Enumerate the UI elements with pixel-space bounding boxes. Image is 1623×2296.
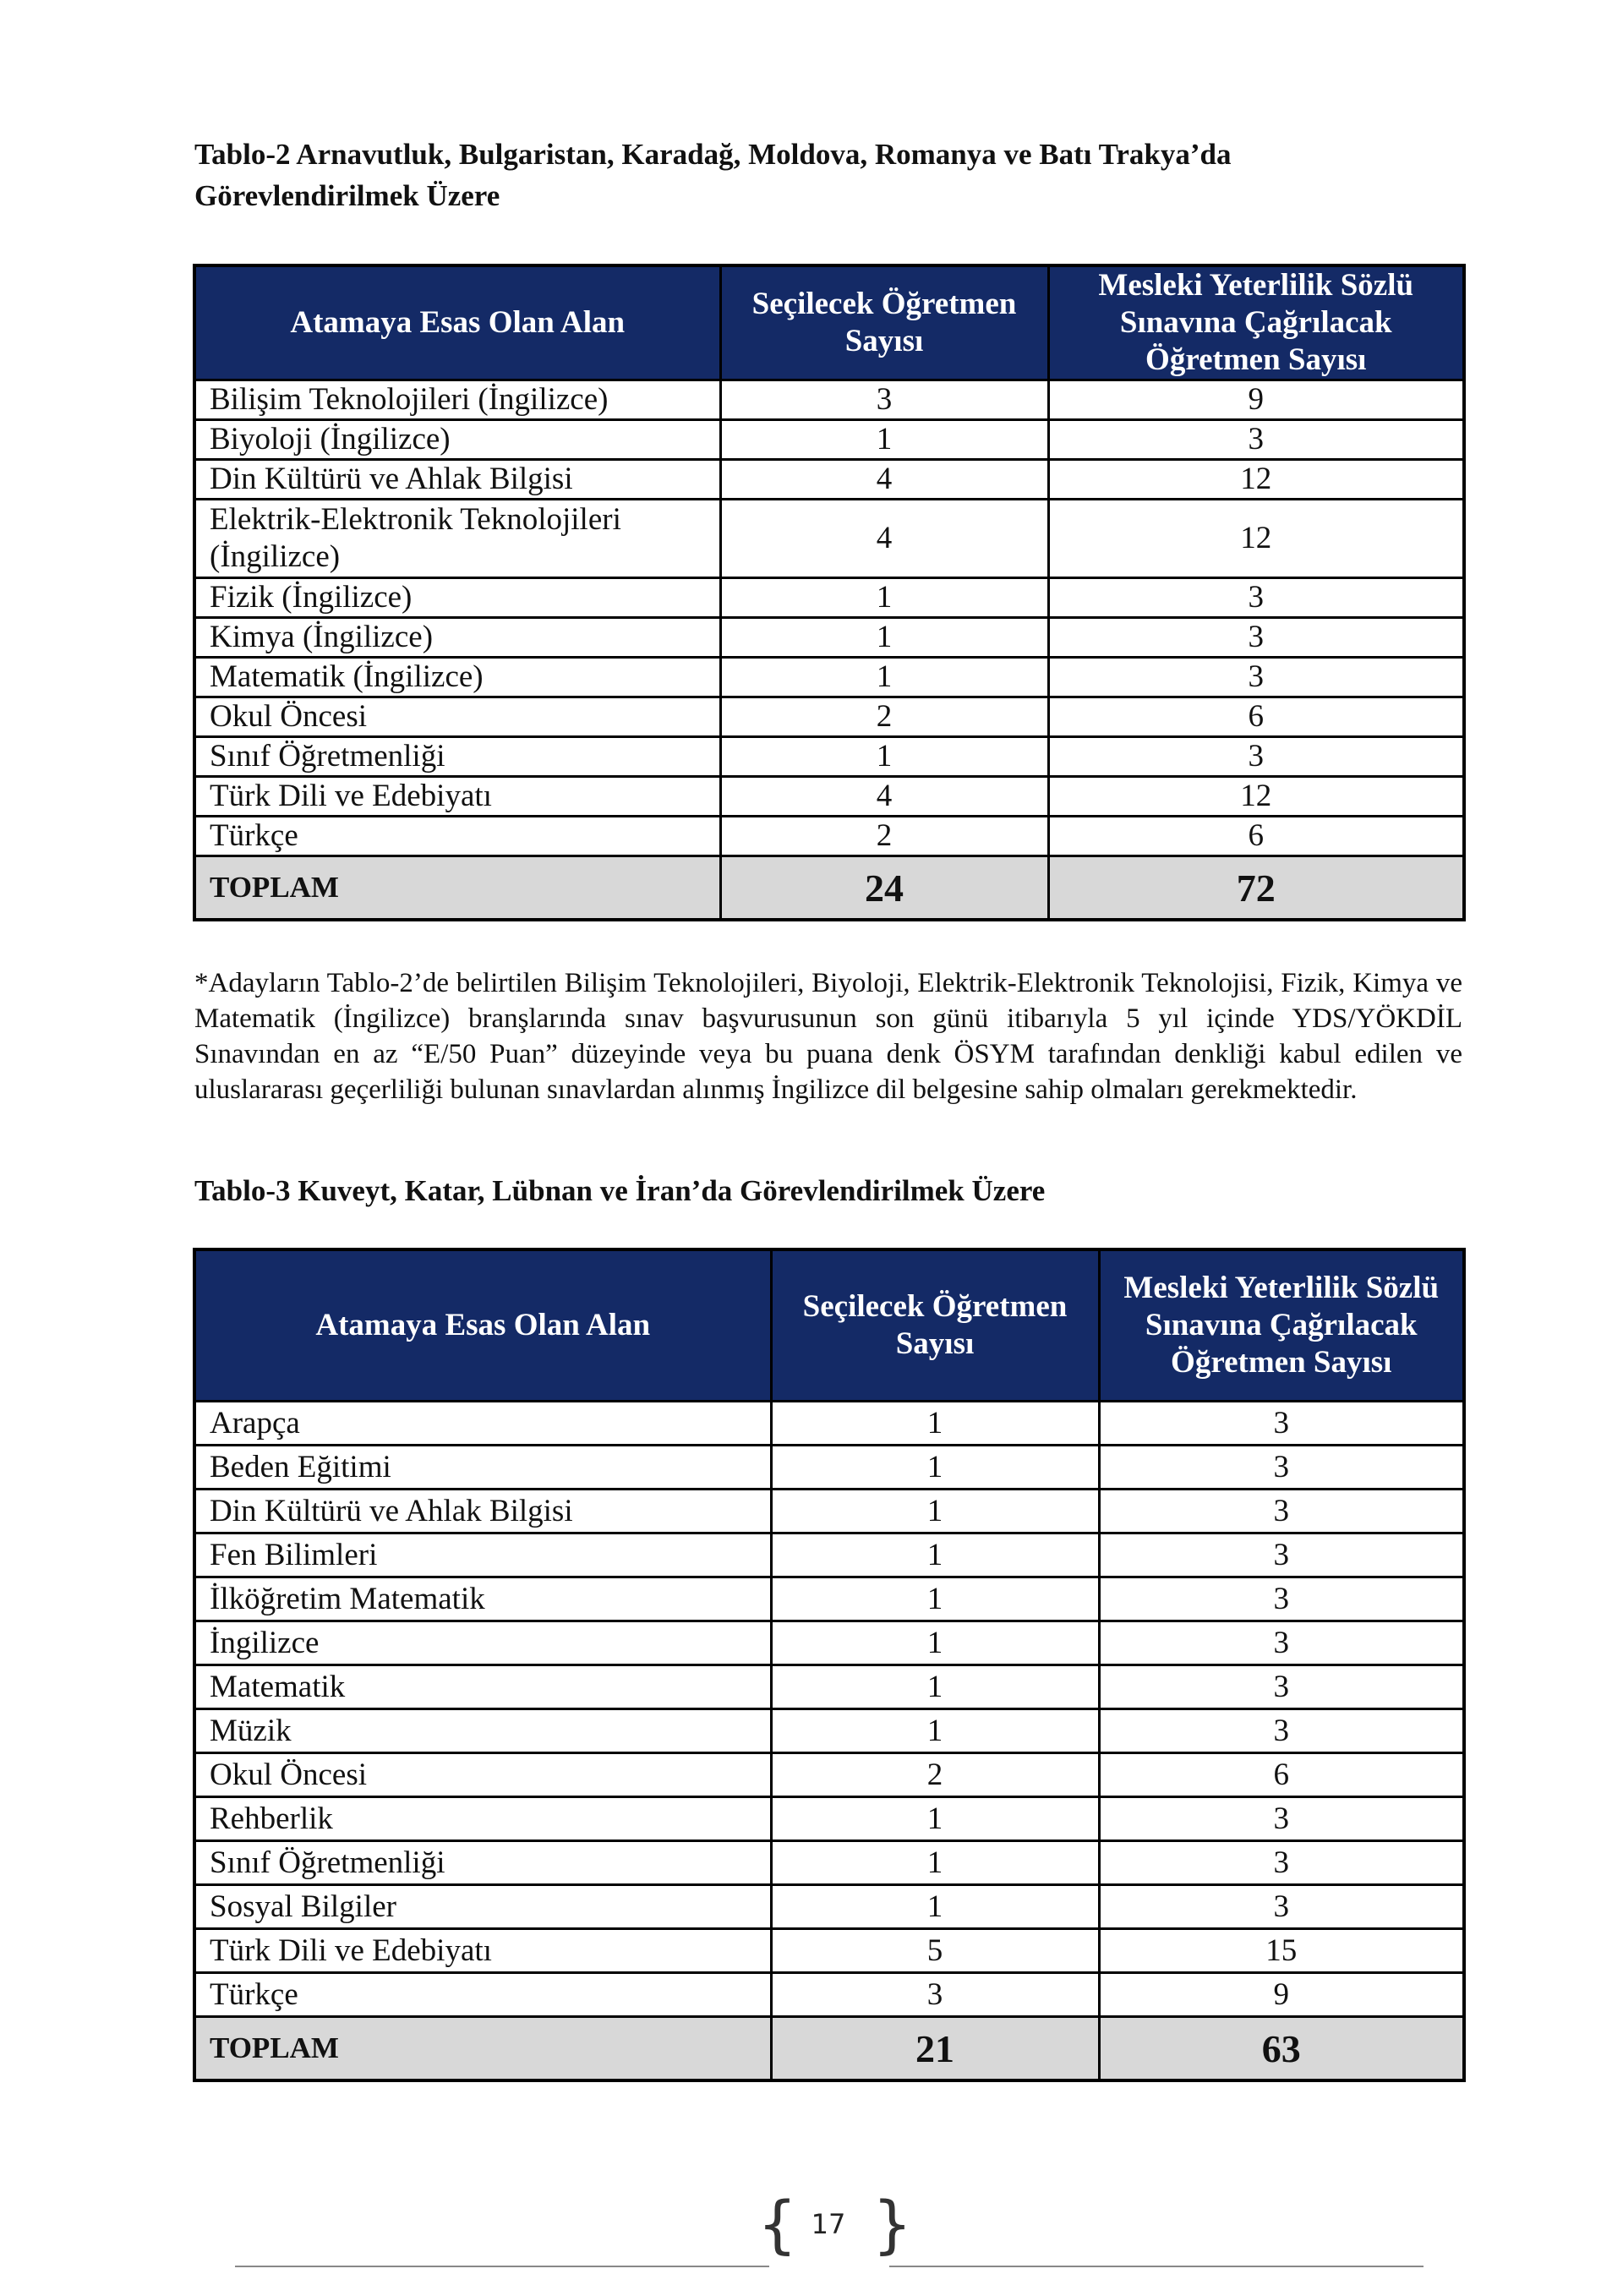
selected-count-cell: 4	[720, 460, 1048, 500]
selected-count-cell: 2	[720, 817, 1048, 856]
called-count-cell: 3	[1099, 1621, 1464, 1665]
total-called: 72	[1048, 856, 1464, 921]
table-row	[194, 460, 1464, 500]
selected-count-cell: 1	[771, 1533, 1099, 1577]
table3-title: Tablo-3 Kuveyt, Katar, Lübnan ve İran’da Görevlendirilmek Üzere	[194, 1174, 1046, 1207]
total-label: TOPLAM	[194, 2017, 771, 2081]
selected-count-cell: 5	[771, 1929, 1099, 1973]
called-count-cell: 3	[1099, 1841, 1464, 1885]
called-count-cell: 3	[1099, 1885, 1464, 1929]
selected-count-cell: 1	[771, 1490, 1099, 1533]
total-selected: 24	[720, 856, 1048, 921]
table-row	[194, 1490, 1464, 1533]
footer-rule-right	[889, 2266, 1424, 2267]
field-cell: Türk Dili ve Edebiyatı	[194, 777, 720, 817]
called-count-cell: 3	[1048, 420, 1464, 460]
field-cell: Okul Öncesi	[194, 1753, 771, 1797]
table-row	[194, 1841, 1464, 1885]
called-count-cell: 6	[1048, 817, 1464, 856]
called-count-cell: 12	[1048, 777, 1464, 817]
table2-footnote: *Adayların Tablo-2’de belirtilen Bilişim Teknolojileri, Biyoloji, Elektrik-Elektronik Teknolojisi, Fizik, Kimya ve Matematik (İngilizce) branşlarında sınav başvurusunun son günü itibarıyla 5 yıl içinde YDS/YÖKDİL Sınavından en az “E/50 Puan” düzeyinde veya bu puana denk ÖSYM tarafından denkliği kabul edilen ve uluslararası geçerliliği bulunan sınavlardan alınmış İngilizce dil belgesine sahip olmaları gerekmektedir.	[194, 968, 1462, 1105]
field-cell: Rehberlik	[194, 1797, 771, 1841]
field-cell: Müzik	[194, 1709, 771, 1753]
field-cell: Sınıf Öğretmenliği	[194, 1841, 771, 1885]
field-cell: Din Kültürü ve Ahlak Bilgisi	[194, 1490, 771, 1533]
called-count-cell: 3	[1048, 658, 1464, 697]
called-count-cell: 3	[1099, 1533, 1464, 1577]
table-row	[194, 380, 1464, 420]
table2-header-called: Mesleki Yeterlilik Sözlü Sınavına Çağrılacak Öğretmen Sayısı	[1048, 265, 1464, 380]
table3-header-selected: Seçilecek Öğretmen Sayısı	[771, 1249, 1099, 1402]
field-cell: Beden Eğitimi	[194, 1446, 771, 1490]
table-row	[194, 1929, 1464, 1973]
called-count-cell: 3	[1099, 1665, 1464, 1709]
field-cell: Türk Dili ve Edebiyatı	[194, 1929, 771, 1973]
table3-header-called: Mesleki Yeterlilik Sözlü Sınavına Çağrılacak Öğretmen Sayısı	[1099, 1249, 1464, 1402]
called-count-cell: 3	[1099, 1490, 1464, 1533]
selected-count-cell: 2	[720, 697, 1048, 737]
field-cell: Fizik (İngilizce)	[194, 578, 720, 618]
field-cell: Elektrik-Elektronik Teknolojileri (İngilizce)	[194, 500, 720, 578]
selected-count-cell: 1	[720, 737, 1048, 777]
field-cell: Türkçe	[194, 817, 720, 856]
table-row	[194, 500, 1464, 578]
footer-rule-left	[235, 2266, 769, 2267]
called-count-cell: 3	[1099, 1577, 1464, 1621]
table-row	[194, 1973, 1464, 2017]
table2-header-field: Atamaya Esas Olan Alan	[194, 265, 720, 380]
table-row	[194, 420, 1464, 460]
table-row	[194, 777, 1464, 817]
table-row	[194, 1577, 1464, 1621]
selected-count-cell: 1	[771, 1841, 1099, 1885]
table3	[193, 1248, 1466, 2082]
selected-count-cell: 1	[771, 1621, 1099, 1665]
field-cell: Matematik	[194, 1665, 771, 1709]
table2-title: Tablo-2 Arnavutluk, Bulgaristan, Karadağ, Moldova, Romanya ve Batı Trakya’da Görevlendirilmek Üzere	[194, 138, 1232, 212]
table-row	[194, 1797, 1464, 1841]
table-row	[194, 1709, 1464, 1753]
selected-count-cell: 4	[720, 500, 1048, 578]
table-row	[194, 817, 1464, 856]
table3-header-field: Atamaya Esas Olan Alan	[194, 1249, 771, 1402]
total-label: TOPLAM	[194, 856, 720, 921]
selected-count-cell: 1	[771, 1797, 1099, 1841]
selected-count-cell: 1	[720, 578, 1048, 618]
field-cell: Sosyal Bilgiler	[194, 1885, 771, 1929]
table-row	[194, 1402, 1464, 1446]
called-count-cell: 6	[1099, 1753, 1464, 1797]
table-row	[194, 578, 1464, 618]
called-count-cell: 12	[1048, 500, 1464, 578]
table-row	[194, 1446, 1464, 1490]
field-cell: Din Kültürü ve Ahlak Bilgisi	[194, 460, 720, 500]
selected-count-cell: 1	[720, 420, 1048, 460]
table3-total-row	[194, 2017, 1464, 2081]
table-row	[194, 1621, 1464, 1665]
table-row	[194, 1665, 1464, 1709]
selected-count-cell: 1	[720, 618, 1048, 658]
field-cell: Biyoloji (İngilizce)	[194, 420, 720, 460]
total-selected: 21	[771, 2017, 1099, 2081]
table-row	[194, 1753, 1464, 1797]
right-brace-icon: }	[872, 2189, 913, 2261]
selected-count-cell: 1	[771, 1446, 1099, 1490]
field-cell: İngilizce	[194, 1621, 771, 1665]
left-brace-icon: {	[757, 2189, 798, 2261]
page-number: 17	[811, 2208, 846, 2240]
called-count-cell: 9	[1099, 1973, 1464, 2017]
selected-count-cell: 1	[771, 1709, 1099, 1753]
table3-header-row	[194, 1249, 1464, 1402]
field-cell: Bilişim Teknolojileri (İngilizce)	[194, 380, 720, 420]
selected-count-cell: 2	[771, 1753, 1099, 1797]
selected-count-cell: 3	[771, 1973, 1099, 2017]
field-cell: Türkçe	[194, 1973, 771, 2017]
called-count-cell: 3	[1048, 578, 1464, 618]
selected-count-cell: 1	[771, 1885, 1099, 1929]
called-count-cell: 3	[1099, 1402, 1464, 1446]
called-count-cell: 12	[1048, 460, 1464, 500]
table-row	[194, 1885, 1464, 1929]
called-count-cell: 15	[1099, 1929, 1464, 1973]
table2-header-selected: Seçilecek Öğretmen Sayısı	[720, 265, 1048, 380]
field-cell: Kimya (İngilizce)	[194, 618, 720, 658]
table2-header-row	[194, 265, 1464, 380]
table2-total-row	[194, 856, 1464, 921]
selected-count-cell: 1	[771, 1665, 1099, 1709]
table-row	[194, 697, 1464, 737]
called-count-cell: 9	[1048, 380, 1464, 420]
table-row	[194, 1533, 1464, 1577]
selected-count-cell: 1	[720, 658, 1048, 697]
called-count-cell: 3	[1048, 618, 1464, 658]
field-cell: İlköğretim Matematik	[194, 1577, 771, 1621]
called-count-cell: 3	[1048, 737, 1464, 777]
selected-count-cell: 3	[720, 380, 1048, 420]
field-cell: Okul Öncesi	[194, 697, 720, 737]
field-cell: Matematik (İngilizce)	[194, 658, 720, 697]
called-count-cell: 3	[1099, 1446, 1464, 1490]
table-row	[194, 658, 1464, 697]
selected-count-cell: 4	[720, 777, 1048, 817]
table-row	[194, 618, 1464, 658]
called-count-cell: 6	[1048, 697, 1464, 737]
field-cell: Fen Bilimleri	[194, 1533, 771, 1577]
total-called: 63	[1099, 2017, 1464, 2081]
field-cell: Sınıf Öğretmenliği	[194, 737, 720, 777]
called-count-cell: 3	[1099, 1797, 1464, 1841]
called-count-cell: 3	[1099, 1709, 1464, 1753]
table2	[193, 264, 1466, 921]
table-row	[194, 737, 1464, 777]
field-cell: Arapça	[194, 1402, 771, 1446]
selected-count-cell: 1	[771, 1402, 1099, 1446]
selected-count-cell: 1	[771, 1577, 1099, 1621]
